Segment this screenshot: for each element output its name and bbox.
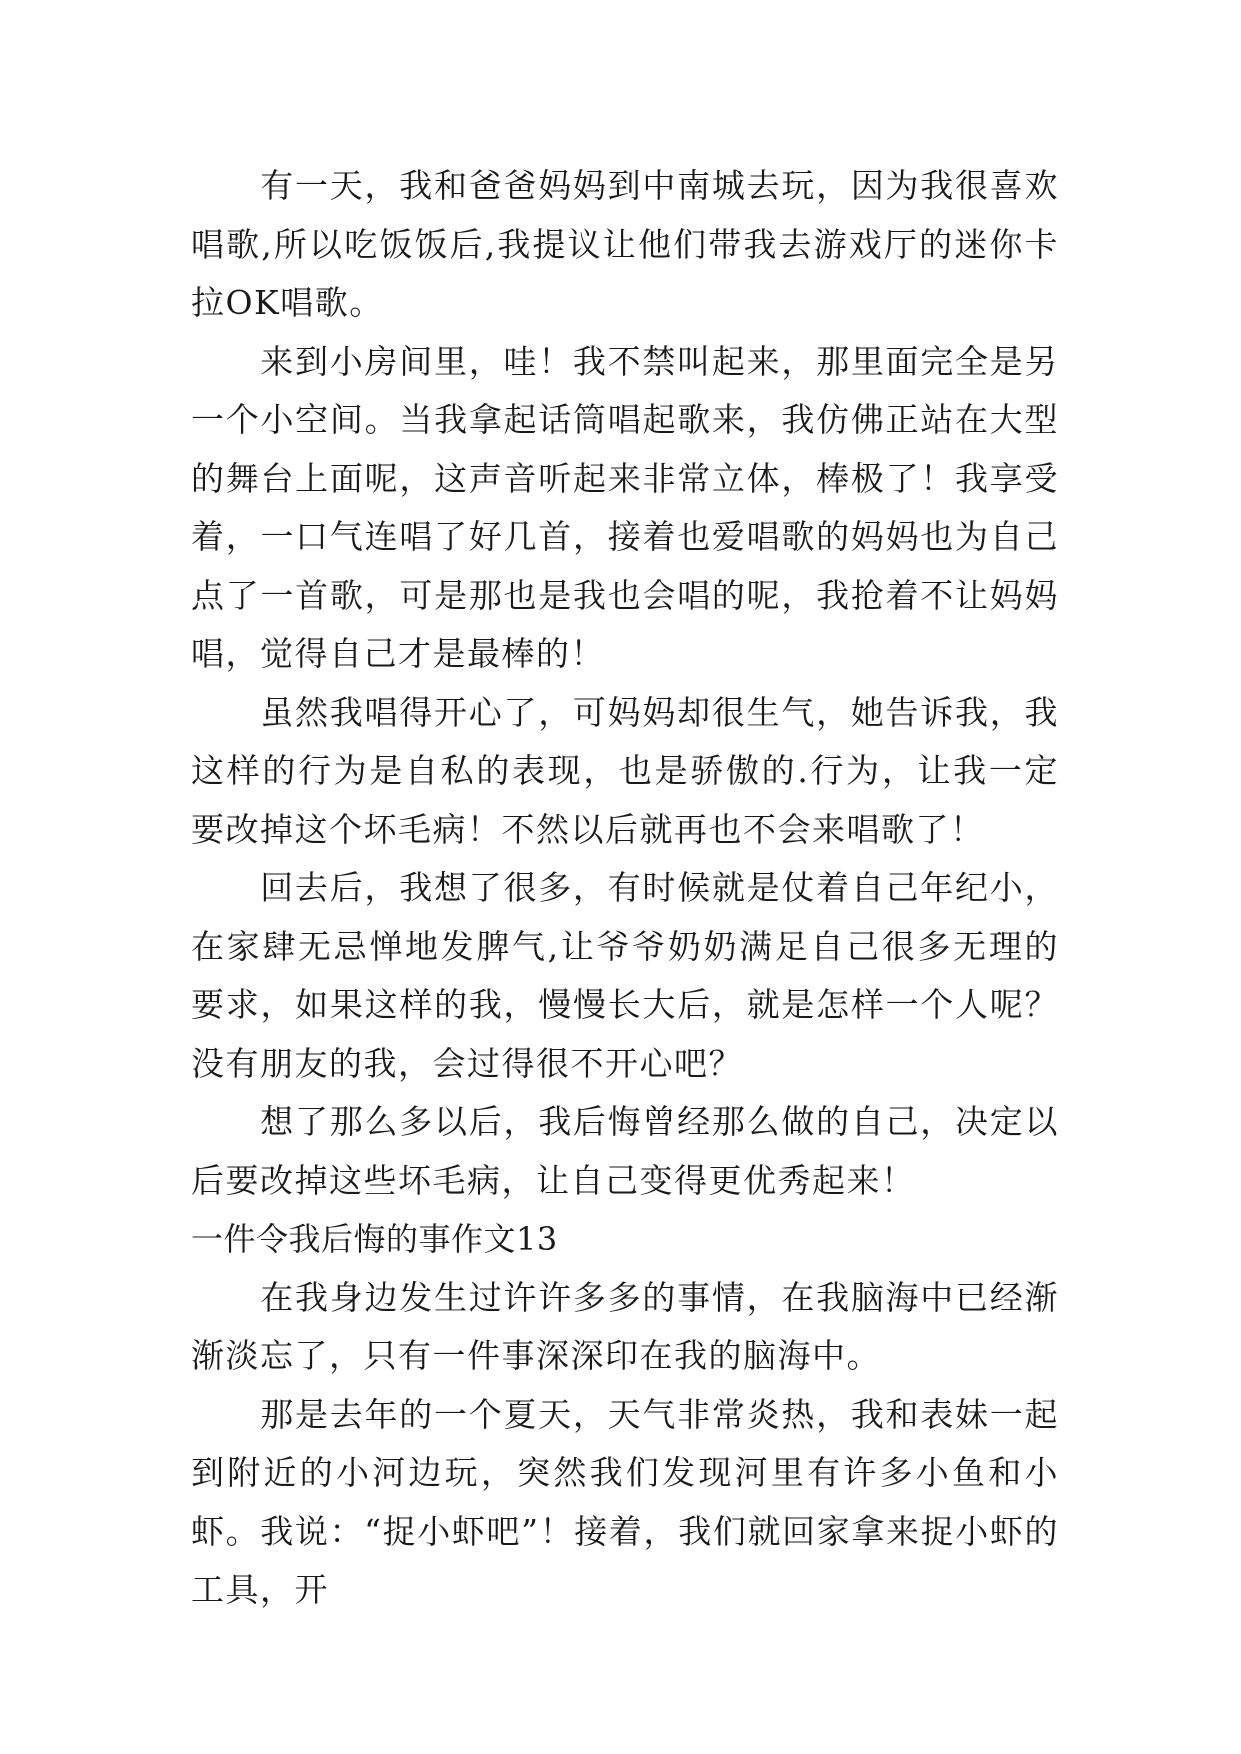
- paragraph: 有一天，我和爸爸妈妈到中南城去玩，因为我很喜欢唱歌,所以吃饭饭后,我提议让他们带我去游戏厅的迷你卡拉OK唱歌。: [191, 166, 1059, 322]
- section-heading: 一件令我后悔的事作文13: [191, 1220, 558, 1258]
- paragraph: 想了那么多以后，我后悔曾经那么做的自己，决定以后要改掉这些坏毛病，让自己变得更优秀起来！: [191, 1102, 1059, 1200]
- paragraph: 回去后，我想了很多，有时候就是仗着自己年纪小，在家肆无忌惮地发脾气,让爷爷奶奶满足自己很多无理的要求，如果这样的我，慢慢长大后，就是怎样一个人呢？没有朋友的我，会过得很不开心吧？: [191, 868, 1059, 1083]
- paragraph: 虽然我唱得开心了，可妈妈却很生气，她告诉我，我这样的行为是自私的表现，也是骄傲的.行为，让我一定要改掉这个坏毛病！不然以后就再也不会来唱歌了！: [191, 692, 1059, 849]
- paragraph: 那是去年的一个夏天，天气非常炎热，我和表妹一起到附近的小河边玩，突然我们发现河里有许多小鱼和小虾。我说：“捉小虾吧”！接着，我们就回家拿来捉小虾的工具，开: [191, 1394, 1059, 1609]
- paragraph: 在我身边发生过许许多多的事情，在我脑海中已经渐渐淡忘了，只有一件事深深印在我的脑海中。: [191, 1277, 1059, 1375]
- document-body: [191, 157, 1059, 1620]
- paragraph: 来到小房间里，哇！我不禁叫起来，那里面完全是另一个小空间。当我拿起话筒唱起歌来，我仿佛正站在大型的舞台上面呢，这声音听起来非常立体，棒极了！我享受着，一口气连唱了好几首，接着也爱唱歌的妈妈也为自己点了一首歌，可是那也是我也会唱的呢，我抢着不让妈妈唱，觉得自己才是最棒的！: [191, 341, 1059, 673]
